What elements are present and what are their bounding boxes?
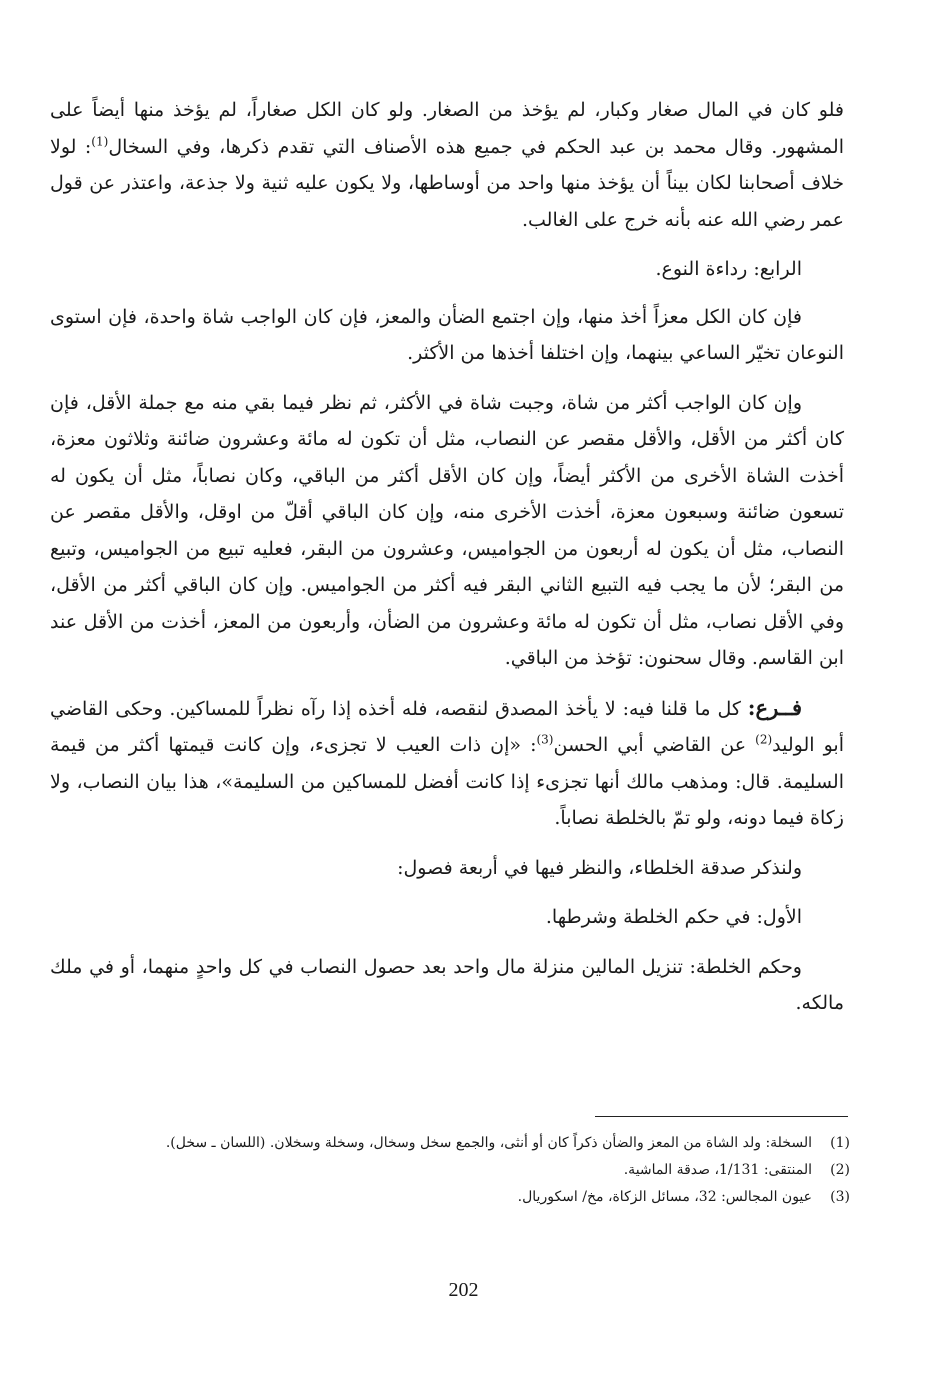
far-label: فــرع: — [747, 694, 802, 720]
footnote-number: (2) — [830, 1162, 850, 1178]
far-text-c: : «إن ذات العيب لا تجزىء، وإن كانت قيمتها أكثر من قيمة السليمة. قال: ومذهب مالك أنها تجزىء إذا كانت أفضل للمساكين من السليمة»، هذا بيان النصاب، ولا زكاة فيما دونه، ولو تمّ بالخلطة نصاباً. — [50, 734, 844, 829]
footnote-ref-3: (3) — [536, 732, 554, 747]
footnote-3 — [50, 1184, 850, 1211]
footnote-number: (3) — [830, 1189, 850, 1205]
footnote-text: عيون المجالس: 32، مسائل الزكاة، مخ/ اسكوريال. — [517, 1189, 812, 1205]
footnote-2 — [50, 1157, 850, 1184]
footnote-divider — [595, 1116, 848, 1117]
paragraph-3: فإن كان الكل معزاً أخذ منها، وإن اجتمع الضأن والمعز، فإن كان الواجب شاة واحدة، فإن استوى النوعان تخيّر الساعي بينهما، وإن اختلفا أخذها من الأكثر. — [50, 305, 844, 364]
far-text-b: عن القاضي أبي الحسن — [553, 734, 756, 756]
paragraph-khulata-intro: ولنذكر صدقة الخلطاء، والنظر فيها في أربعة فصول: — [397, 856, 802, 879]
footnote-text: السخلة: ولد الشاة من المعز والضأن ذكراً كان أو أنثى، والجمع سخل وسخال، وسخلة وسخلان. (اللسان ـ سخل). — [165, 1135, 812, 1151]
paragraph-far — [50, 690, 844, 837]
footnote-text: المنتقى: 1/131، صدقة الماشية. — [623, 1162, 812, 1178]
paragraph-1-end: : لولا خلاف أصحابنا لكان بيناً أن يؤخذ منها واحد من أوساطها، ولا يكون عليه ثنية ولا جذعة، واعتذر عن قول عمر رضي الله عنه بأنه خرج على الغالب. — [50, 135, 844, 231]
far-text-a: كل ما قلنا فيه: لا يأخذ المصدق لنقصه، فله أخذه إذا رآه نظراً للمساكين. وحكى القاضي أبو الوليد — [50, 697, 844, 756]
paragraph-4: وإن كان الواجب أكثر من شاة، وجبت شاة في الأكثر، ثم نظر فيما بقي منه مع جملة الأقل، فإن كان أكثر من الأقل، والأقل مقصر عن النصاب، مثل أن تكون له مائة وعشرون ضائنة وثلاثون معزة، أخذت الشاة الأخرى من الأكثر أيضاً، وإن كان الأقل أكثر من الباقي، وكان نصاباً، مثل أن يكون له تسعون ضائنة وسبعون معزة، أخذت الأخرى منه، وإن كان الباقي أقلّ من اوقل، والأقل مقصر عن النصاب، مثل أن يكون له أربعون من الجواميس، وعشرون من البقر، فعليه تبيع من الجواميس، وتبيع من البقر؛ لأن ما يجب فيه التبيع الثاني البقر فيه أكثر من الجواميس. وإن كان الباقي أكثر من الأقل، وفي الأقل نصاب، مثل أن تكون له مائة وعشرون من الضأن، وأربعون من المعز، أخذت من الأقل عند ابن القاسم. وقال سحنون: تؤخذ من الباقي. — [50, 391, 844, 669]
footnote-ref-2: (2) — [755, 732, 773, 747]
footnotes — [50, 1130, 850, 1211]
footnote-number: (1) — [830, 1135, 850, 1151]
footnote-ref-1: (1) — [91, 134, 109, 149]
paragraph-1 — [50, 92, 844, 238]
section-heading-first: الأول: في حكم الخلطة وشرطها. — [545, 906, 802, 928]
footnote-1 — [50, 1130, 850, 1157]
paragraph-1-start: فلو كان في المال صغار وكبار، لم يؤخذ من الصغار. ولو كان الكل صغاراً، لم يؤخذ منها أيضاً على المشهور. وقال محمد بن عبد الحكم في جميع هذه الأصناف التي تقدم ذكرها، وفي السخال — [50, 99, 844, 158]
section-heading-fourth: الرابع: رداءة النوع. — [655, 258, 802, 280]
paragraph-khulata-rule: وحكم الخلطة: تنزيل المالين منزلة مال واحد بعد حصول النصاب في كل واحدٍ منهما، أو في ملك مالكه. — [50, 955, 844, 1014]
page-number: 202 — [448, 1279, 479, 1301]
main-text — [50, 92, 844, 1035]
